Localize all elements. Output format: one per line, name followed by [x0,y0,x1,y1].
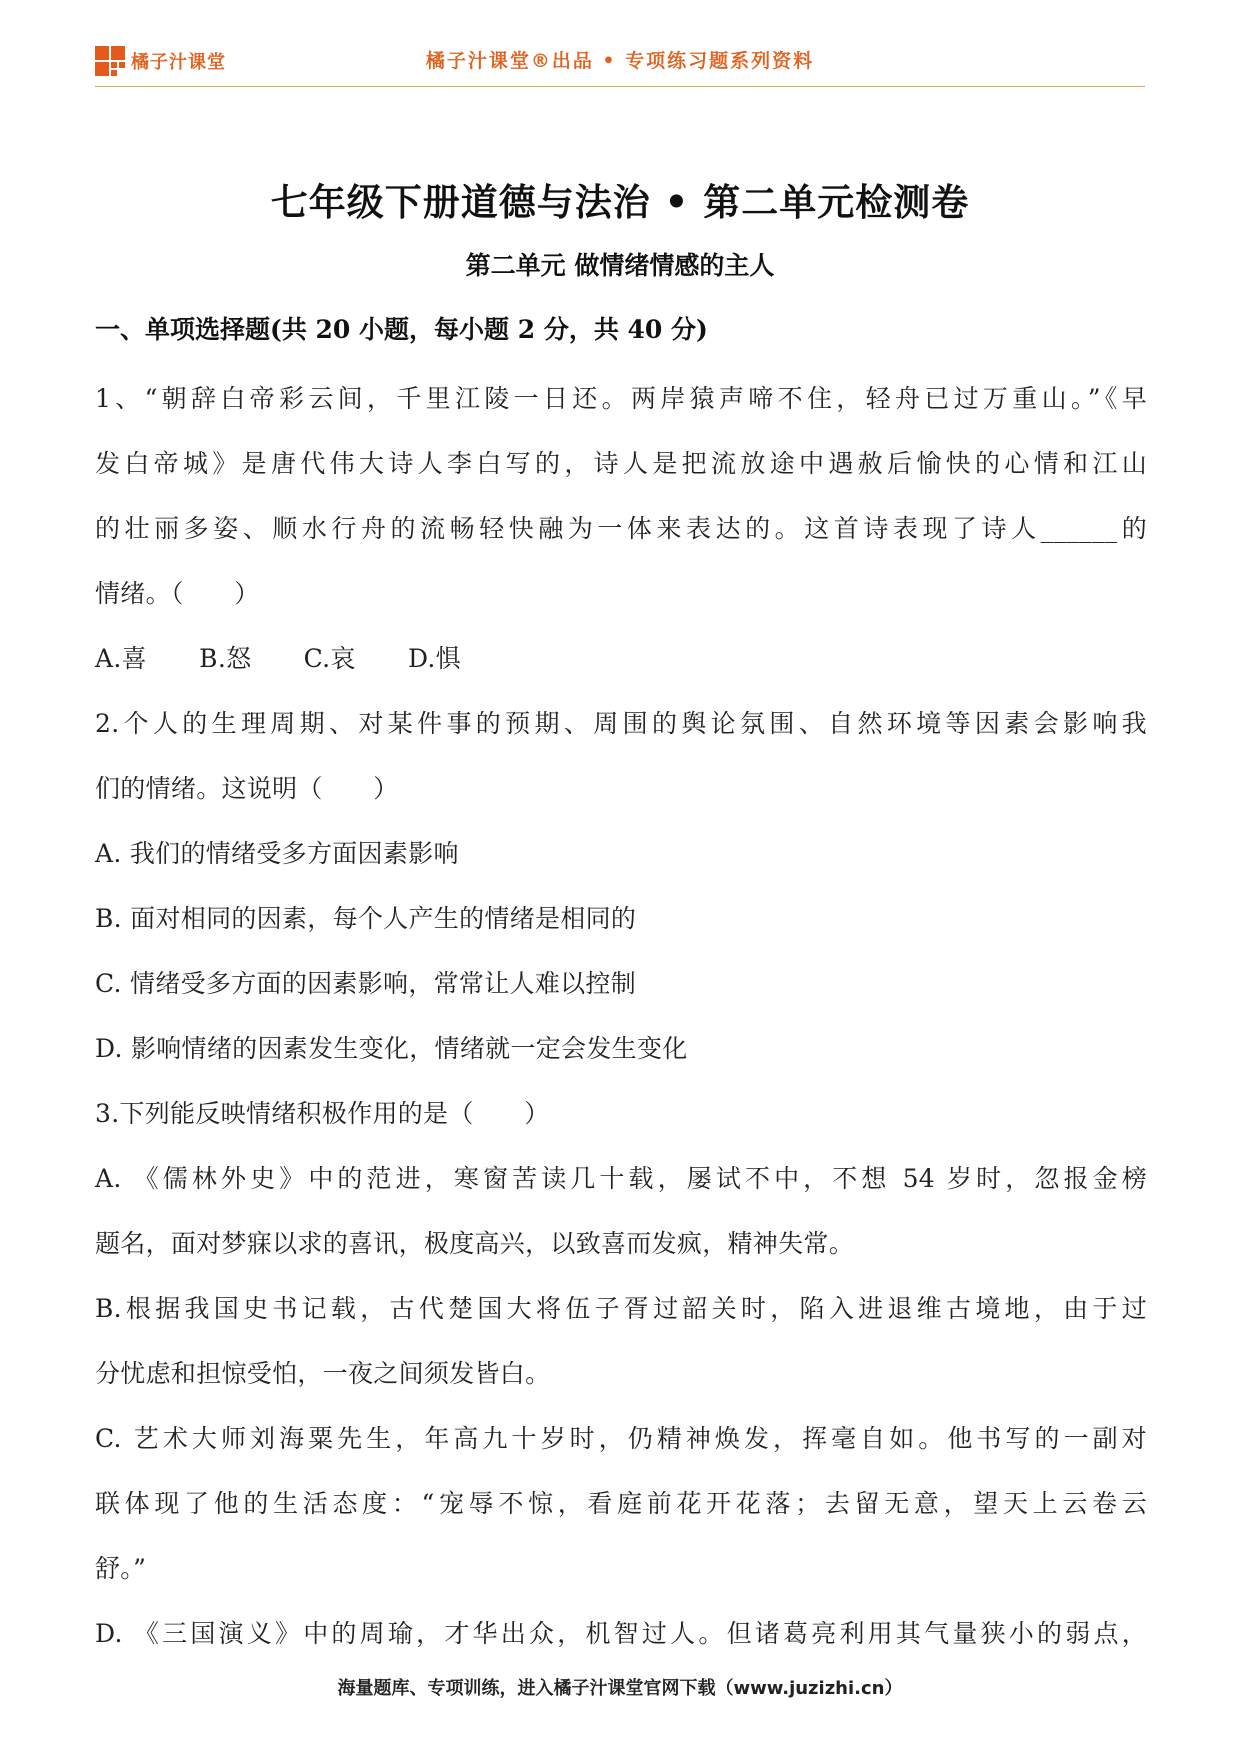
logo-text: 橘子汁课堂 [131,52,226,73]
question-1-line: 情绪。（ ） [95,579,260,608]
option-a: A.喜 [95,644,147,673]
question-3-option-b: B.根据我国史书记载，古代楚国大将伍子胥过韶关时，陷入进退维古境地，由于过 [95,1294,1147,1323]
option-d: D.惧 [407,644,461,673]
question-1-line: 1、“朝辞白帝彩云间，千里江陵一日还。两岸猿声啼不住，轻舟已过万重山。”《早 [95,384,1147,413]
question-3-option-c: 联体现了他的生活态度：“宠辱不惊，看庭前花开花落；去留无意，望天上云卷云 [95,1489,1147,1518]
question-3-option-a: 题名，面对梦寐以求的喜讯，极度高兴，以致喜而发疯，精神失常。 [95,1229,855,1258]
question-1-line: 的壮丽多姿、顺水行舟的流畅轻快融为一体来表达的。这首诗表现了诗人______的 [95,514,1147,543]
question-1-options [95,626,1147,691]
question-2-option-c: C. 情绪受多方面的因素影响，常常让人难以控制 [95,969,637,998]
header-title: 橘子汁课堂®出品 • 专项练习题系列资料 [425,50,815,72]
question-3-option-d: D. 《三国演义》中的周瑜，才华出众，机智过人。但诸葛亮利用其气量狭小的弱点， [95,1619,1147,1648]
question-2-option-a: A. 我们的情绪受多方面因素影响 [95,839,459,868]
option-c: C.哀 [303,644,356,673]
question-2-line: 们的情绪。这说明（ ） [95,774,399,803]
page-footer: 海量题库、专项训练，进入橘子汁课堂官网下载（www.juzizhi.cn） [337,1678,903,1699]
question-3-option-b: 分忧虑和担惊受怕，一夜之间须发皆白。 [95,1359,551,1388]
page-header [95,36,1145,87]
question-1-line: 发白帝城》是唐代伟大诗人李白写的，诗人是把流放途中遇赦后愉快的心情和江山 [95,449,1147,478]
question-3-option-a: A. 《儒林外史》中的范进，寒窗苦读几十载，屡试不中，不想 54 岁时，忽报金榜 [95,1164,1147,1193]
document-subtitle: 第二单元 做情绪情感的主人 [465,251,775,280]
question-2-line: 2.个人的生理周期、对某件事的预期、周围的舆论氛围、自然环境等因素会影响我 [95,709,1147,738]
document-title: 七年级下册道德与法治 • 第二单元检测卷 [270,180,970,224]
question-2-option-b: B. 面对相同的因素，每个人产生的情绪是相同的 [95,904,637,933]
option-b: B.怒 [199,644,252,673]
section-heading: 一、单项选择题(共 20 小题，每小题 2 分，共 40 分) [95,315,708,344]
question-3-line: 3.下列能反映情绪积极作用的是（ ） [95,1099,550,1128]
questions-content [95,366,1147,1666]
question-3-option-c: 舒。” [95,1554,147,1583]
question-3-option-c: C. 艺术大师刘海粟先生，年高九十岁时，仍精神焕发，挥毫自如。他书写的一副对 [95,1424,1147,1453]
question-2-option-d: D. 影响情绪的因素发生变化，情绪就一定会发生变化 [95,1034,688,1063]
